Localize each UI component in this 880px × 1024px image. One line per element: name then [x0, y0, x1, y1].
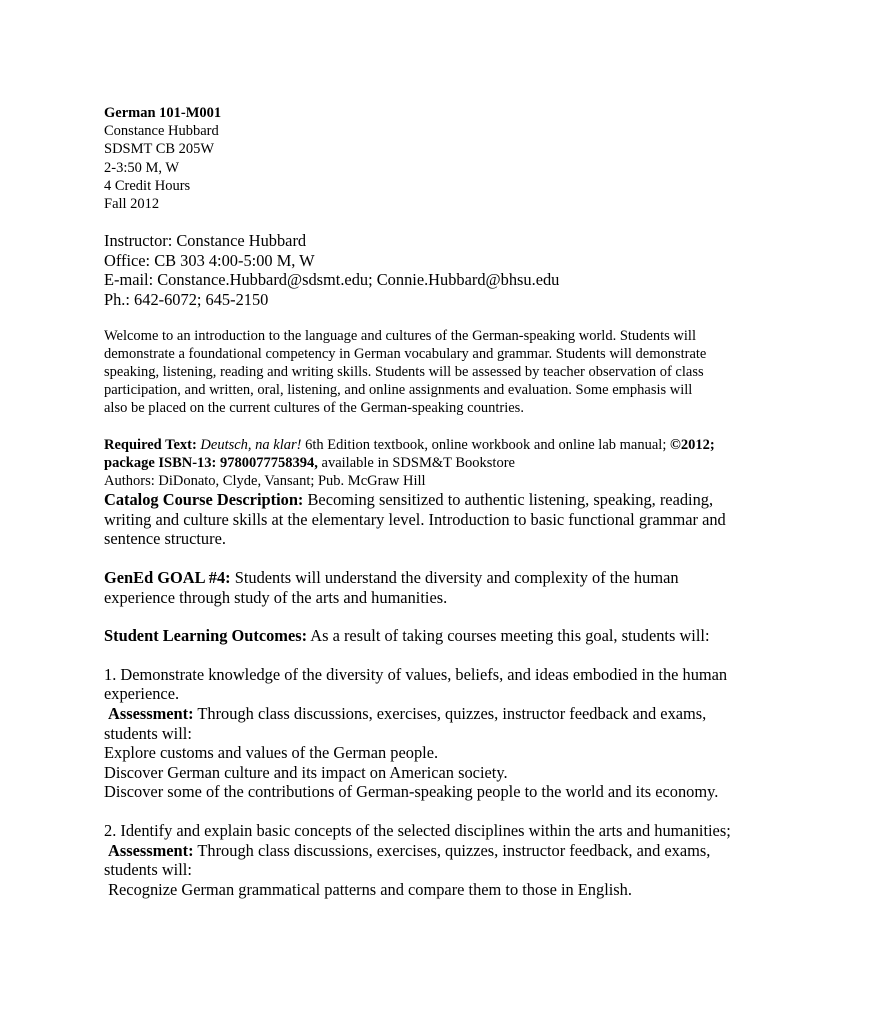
gened-goal: [104, 568, 784, 607]
contact-block: [104, 231, 784, 309]
catalog-line: sentence structure.: [104, 529, 226, 549]
welcome-line: speaking, listening, reading and writing skills. Students will be assessed by teacher observation of class: [104, 364, 704, 380]
textbook-isbn: package ISBN-13: 9780077758394,: [104, 454, 318, 471]
welcome-line: Welcome to an introduction to the language and cultures of the German-speaking world. Students will: [104, 327, 696, 344]
header-room: SDSMT CB 205W: [104, 141, 215, 158]
contact-phone: Ph.: 642-6072; 645-2150: [104, 290, 269, 309]
required-text-block: [104, 436, 784, 491]
required-text-label: Required Text:: [104, 436, 197, 453]
catalog-label: Catalog Course Description:: [104, 490, 304, 510]
course-header: [104, 104, 784, 213]
textbook-details: 6th Edition textbook, online workbook and online lab manual;: [301, 436, 670, 453]
outcome-2: [104, 821, 784, 899]
outcome-item: Explore customs and values of the German people.: [104, 743, 439, 763]
catalog-text: Becoming sensitized to authentic listening, speaking, reading,: [303, 490, 714, 510]
outcome-1-line: experience.: [104, 684, 180, 704]
assessment-line: students will:: [104, 723, 192, 743]
learning-outcomes-heading: [104, 626, 784, 646]
textbook-copyright: ©2012;: [669, 436, 715, 453]
textbook-availability: available in SDSM&T Bookstore: [317, 454, 515, 471]
assessment-label: Assessment:: [108, 840, 194, 860]
outcome-item: Discover German culture and its impact on American society.: [104, 762, 508, 782]
required-text-line1: [104, 436, 784, 454]
outcomes-label: Student Learning Outcomes:: [104, 626, 308, 646]
header-schedule: 2-3:50 M, W: [104, 159, 180, 176]
contact-email: E-mail: Constance.Hubbard@sdsmt.edu; Connie.Hubbard@bhsu.edu: [104, 270, 560, 290]
header-term: Fall 2012: [104, 196, 160, 213]
catalog-description: [104, 490, 784, 549]
welcome-paragraph: [104, 327, 784, 418]
course-code: German 101-M001: [104, 105, 222, 121]
assessment-label: Assessment:: [108, 703, 194, 723]
gened-label: GenEd GOAL #4:: [104, 568, 231, 587]
outcome-item: Recognize German grammatical patterns and compare them to those in English.: [104, 879, 632, 899]
required-text-line2: [104, 454, 784, 472]
welcome-line: demonstrate a foundational competency in German vocabulary and grammar. Students will demonstrate: [104, 345, 707, 362]
syllabus-page: [104, 104, 784, 899]
textbook-authors: Authors: DiDonato, Clyde, Vansant; Pub. McGraw Hill: [104, 473, 426, 490]
header-credits: 4 Credit Hours: [104, 177, 191, 194]
assessment-text: Through class discussions, exercises, quizzes, instructor feedback, and exams,: [193, 840, 711, 860]
outcome-item: Discover some of the contributions of German-speaking people to the world and its economy.: [104, 782, 719, 802]
assessment-text: Through class discussions, exercises, quizzes, instructor feedback and exams,: [193, 703, 707, 723]
contact-instructor: Instructor: Constance Hubbard: [104, 231, 307, 251]
textbook-title: Deutsch, na klar!: [200, 436, 302, 453]
welcome-line: also be placed on the current cultures of the German-speaking countries.: [104, 400, 524, 417]
outcome-2-line: 2. Identify and explain basic concepts of the selected disciplines within the arts and humanities;: [104, 820, 731, 840]
outcome-1: [104, 665, 784, 802]
assessment-line: students will:: [104, 860, 192, 880]
welcome-line: participation, and written, oral, listening, and online assignments and evaluation. Some emphasis will: [104, 382, 693, 399]
gened-line: experience through study of the arts and humanities.: [104, 587, 448, 607]
outcomes-text: As a result of taking courses meeting this goal, students will:: [307, 626, 710, 646]
contact-office: Office: CB 303 4:00-5:00 M, W: [104, 250, 315, 270]
header-instructor: Constance Hubbard: [104, 123, 219, 140]
gened-text: Students will understand the diversity and complexity of the human: [230, 568, 679, 587]
catalog-line: writing and culture skills at the elementary level. Introduction to basic functional grammar and: [104, 509, 726, 529]
outcome-1-line: 1. Demonstrate knowledge of the diversity of values, beliefs, and ideas embodied in the human: [104, 664, 728, 684]
